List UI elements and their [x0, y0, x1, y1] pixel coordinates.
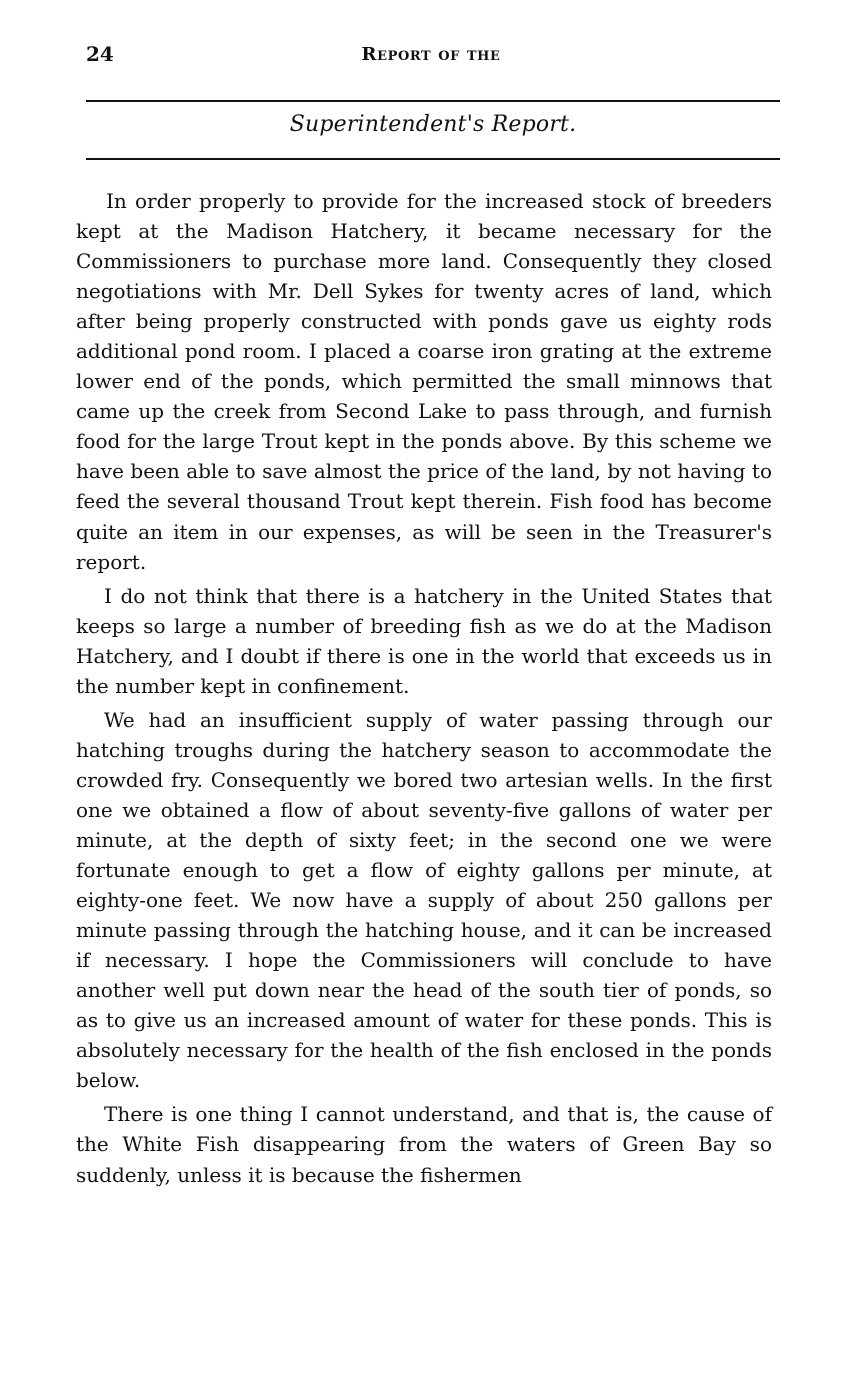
body-text [76, 186, 772, 1190]
paragraph-white-fish: There is one thing I cannot understand, and that is, the cause of the White Fish disappearing from the waters of Green Bay so suddenly, unless it is because the fishermen [76, 1102, 772, 1187]
paragraph-land-purchase: In order properly to provide for the increased stock of breeders kept at the Madison Hatchery, it became necessary for the Commissioners to purchase more land. Consequently they closed negotiations with Mr. Dell Sykes for twenty acres of land, which after being properly constructed with ponds gave us eighty rods additional pond room. I placed a coarse iron grating at the extreme lower end of the ponds, which permitted the small minnows that came up the creek from Second Lake to pass through, and furnish food for the large Trout kept in the ponds above. By this scheme we have been able to save almost the price of the land, by not having to feed the several thousand Trout kept therein. Fish food has become quite an item in our expenses, as will be seen in the Treasurer's report. [76, 189, 772, 574]
running-title: Report of the [361, 44, 501, 65]
bottom-rule [86, 158, 780, 160]
running-head [86, 42, 776, 72]
section-title: Superintendent's Report. [289, 112, 577, 137]
paragraph-hatchery-comparison: I do not think that there is a hatchery in the United States that keeps so large a number of breeding fish as we do at the Madison Hatchery, and I doubt if there is one in the world that exceeds us in the number kept in confinement. [76, 583, 772, 698]
paragraph-water-supply: We had an insufficient supply of water passing through our hatching troughs during the hatchery season to accommodate the crowded fry. Consequently we bored two artesian wells. In the first one we obtained a flow of about seventy-five gallons of water per minute, at the depth of sixty feet; in the second one we were fortunate enough to get a flow of eighty gallons per minute, at eighty-one feet. We now have a supply of about 250 gallons per minute passing through the hatching house, and it can be increased if necessary. I hope the Commissioners will conclude to have another well put down near the head of the south tier of ponds, so as to give us an increased amount of water for these ponds. This is absolutely necessary for the health of the fish enclosed in the ponds below. [76, 707, 772, 1093]
top-rule [86, 100, 780, 102]
page-number: 24 [86, 42, 114, 66]
